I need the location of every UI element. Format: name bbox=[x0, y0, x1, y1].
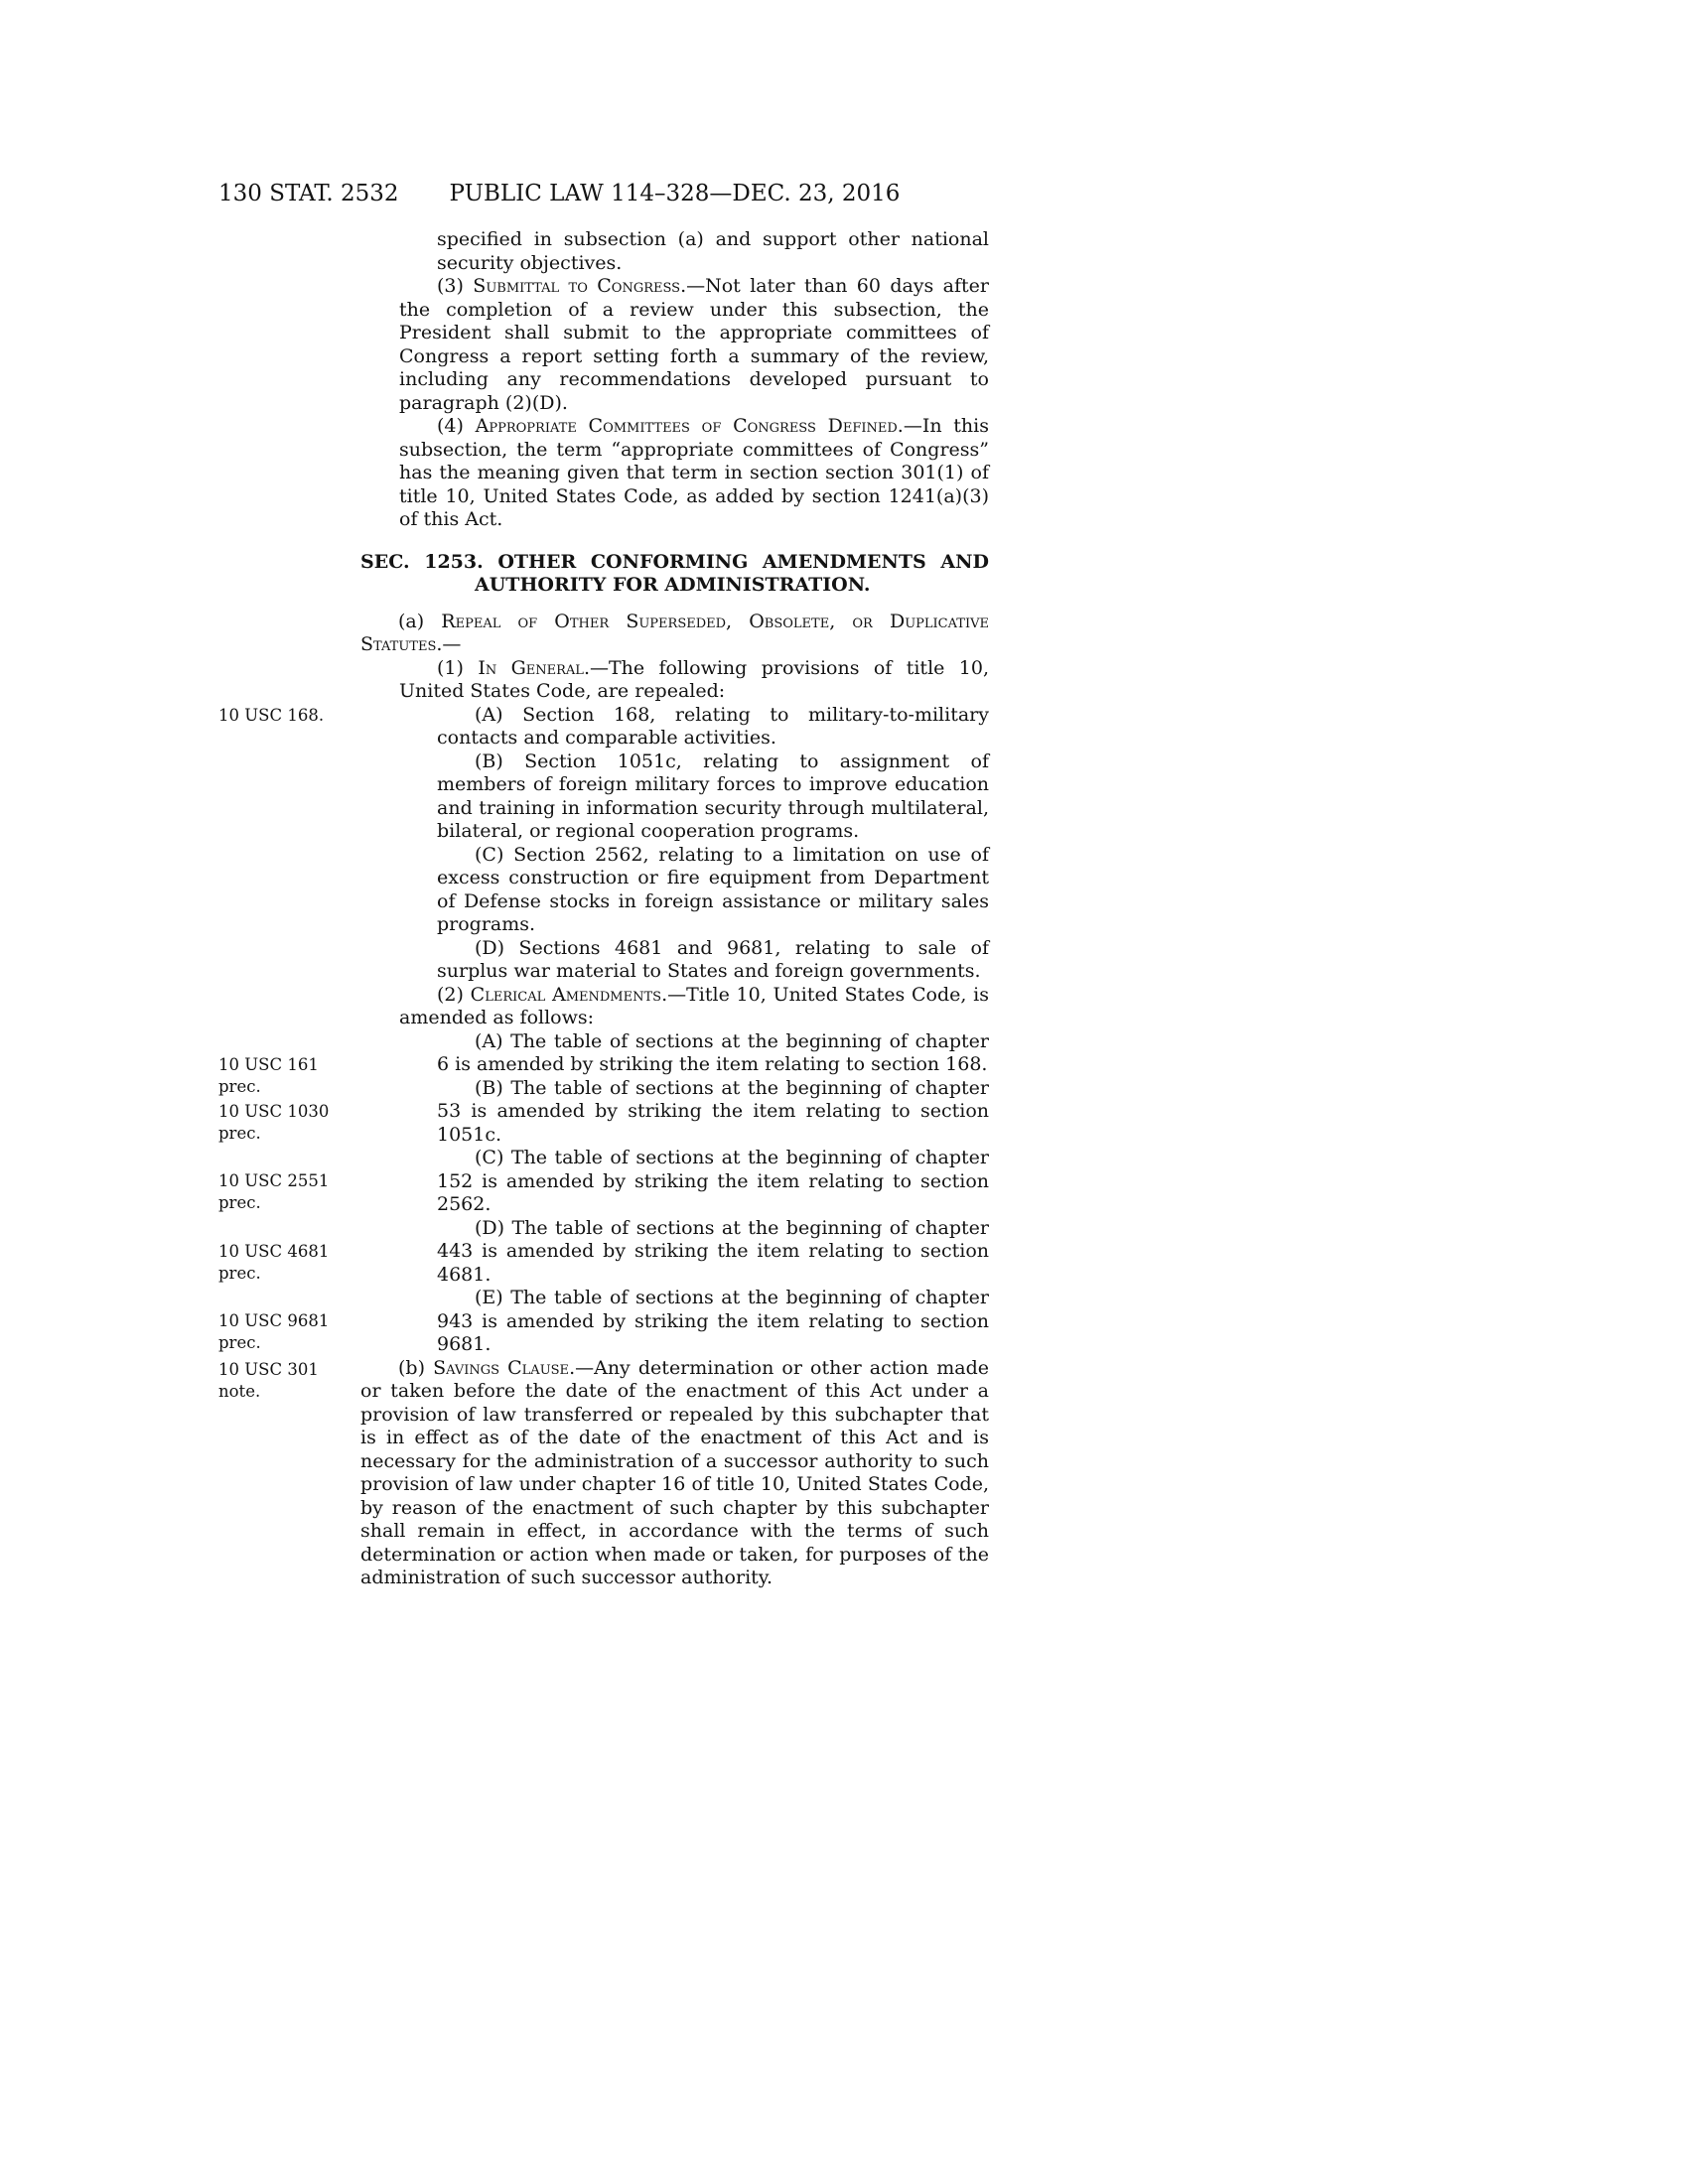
paragraph-text: .—Not later than 60 days after the completion of a review under this subsection, the President shall submit to the appropriate committees of Congress a report setting forth a summary of the review, including any recommendations developed pursuant to paragraph (2)(D). bbox=[399, 275, 989, 414]
margin-note-10-usc-301-note: 10 USC 301 note. bbox=[218, 1359, 319, 1401]
paragraph-smallcaps-label: In General bbox=[478, 656, 584, 679]
paragraph-smallcaps-label: Appropriate Committees of Congress Defined bbox=[475, 415, 898, 437]
margin-note-10-usc-1030-prec: 10 USC 1030 prec. bbox=[218, 1101, 330, 1143]
subparagraph-D-sections-4681-9681 bbox=[437, 937, 989, 984]
margin-note-10-usc-168: 10 USC 168. bbox=[218, 705, 325, 725]
paragraph-smallcaps-label: Clerical Amendments bbox=[470, 983, 662, 1006]
subparagraph-B-section-1051c bbox=[437, 751, 989, 844]
subsection-a-repeal bbox=[360, 611, 989, 657]
law-title: PUBLIC LAW 114–328—DEC. 23, 2016 bbox=[449, 181, 901, 206]
paragraph-number: (3) bbox=[437, 275, 474, 297]
clerical-A-chapter-6 bbox=[218, 1029, 989, 1096]
stat-number: 130 STAT. 2532 bbox=[218, 181, 399, 206]
paragraph-number: (2) bbox=[437, 983, 471, 1006]
section-heading-text: SEC. 1253. OTHER CONFORMING AMENDMENTS AND AUTHORITY FOR ADMINISTRATION. bbox=[360, 550, 989, 596]
clerical-D-chapter-443 bbox=[218, 1216, 989, 1288]
paragraph-1-in-general bbox=[399, 657, 989, 704]
section-heading bbox=[360, 551, 989, 598]
paragraph-number: (1) bbox=[437, 656, 479, 679]
paragraph-4-appropriate-committees bbox=[399, 415, 989, 532]
paragraph-text: (A) The table of sections at the beginning of chapter 6 is amended by striking the item relating to section 168. bbox=[437, 1029, 989, 1075]
paragraph-smallcaps-label: Repeal of Other Superseded, Obsolete, or Duplicative Statutes bbox=[360, 610, 989, 655]
paragraph-number: (a) bbox=[398, 610, 442, 632]
paragraph-text: (A) Section 168, relating to military-to-military contacts and comparable activities. bbox=[437, 703, 989, 749]
paragraph-text: .— bbox=[436, 633, 462, 655]
margin-note-10-usc-4681-prec: 10 USC 4681 prec. bbox=[218, 1241, 330, 1283]
paragraph-text: (D) The table of sections at the beginning of chapter 443 is amended by striking the item relating to section 4681. bbox=[437, 1216, 989, 1286]
paragraph-smallcaps-label: Submittal to Congress bbox=[473, 275, 681, 297]
clerical-E-chapter-943 bbox=[218, 1287, 989, 1357]
paragraph-text: .—Any determination or other action made or taken before the date of the enactment of this Act under a provision of law transferred or repealed by this subchapter that is in effect as of the date of the enactment of this Act and is necessary for the administration of a successor authority to such provision of law under chapter 16 of title 10, United States Code, by reason of the enactment of such chapter by this subchapter shall remain in effect, in accordance with the terms of such determination or action when made or taken, for purposes of the administration of such successor authority. bbox=[360, 1356, 989, 1588]
clerical-C-chapter-152 bbox=[218, 1147, 989, 1217]
subparagraph-C-section-2562 bbox=[437, 844, 989, 937]
statute-body bbox=[218, 228, 990, 1590]
margin-note-10-usc-9681-prec: 10 USC 9681 prec. bbox=[218, 1311, 330, 1352]
paragraph-text: (D) Sections 4681 and 9681, relating to sale of surplus war material to States and foreign governments. bbox=[437, 936, 989, 982]
paragraph-text: .—In this subsection, the term “appropriate committees of Congress” has the meaning given that term in section section 301(1) of title 10, United States Code, as added by section 1241(a)(3) of this Act. bbox=[399, 415, 989, 530]
paragraph-text: .—The following provisions of title 10, United States Code, are repealed: bbox=[399, 656, 989, 702]
paragraph-continuation bbox=[437, 228, 989, 275]
clerical-B-chapter-53 bbox=[218, 1076, 989, 1148]
page-header bbox=[218, 181, 989, 210]
margin-note-10-usc-2551-prec: 10 USC 2551 prec. bbox=[218, 1171, 330, 1212]
paragraph-text: .—Title 10, United States Code, is amended as follows: bbox=[399, 983, 990, 1028]
paragraph-3-submittal bbox=[399, 275, 989, 415]
paragraph-number: (4) bbox=[437, 415, 476, 437]
paragraph-2-clerical-amendments bbox=[399, 984, 989, 1030]
paragraph-text: (C) Section 2562, relating to a limitation on use of excess construction or fire equipment from Department of Defense stocks in foreign assistance or military sales programs. bbox=[437, 843, 989, 935]
paragraph-number: (b) bbox=[398, 1356, 434, 1379]
paragraph-text: specified in subsection (a) and support other national security objectives. bbox=[437, 228, 989, 274]
margin-note-10-usc-161-prec: 10 USC 161 prec. bbox=[218, 1054, 319, 1096]
paragraph-text: (E) The table of sections at the beginning of chapter 943 is amended by striking the item relating to section 9681. bbox=[437, 1287, 989, 1355]
paragraph-text: (B) The table of sections at the beginning of chapter 53 is amended by striking the item relating to section 1051c. bbox=[437, 1076, 989, 1146]
paragraph-text: (B) Section 1051c, relating to assignment of members of foreign military forces to improve education and training in information security through multilateral, bilateral, or regional cooperation programs. bbox=[437, 750, 989, 842]
paragraph-text: (C) The table of sections at the beginning of chapter 152 is amended by striking the item relating to section 2562. bbox=[437, 1147, 989, 1215]
subsection-b-savings-clause bbox=[218, 1356, 989, 1590]
paragraph-smallcaps-label: Savings Clause bbox=[433, 1356, 570, 1379]
subparagraph-A-section-168 bbox=[218, 703, 989, 751]
